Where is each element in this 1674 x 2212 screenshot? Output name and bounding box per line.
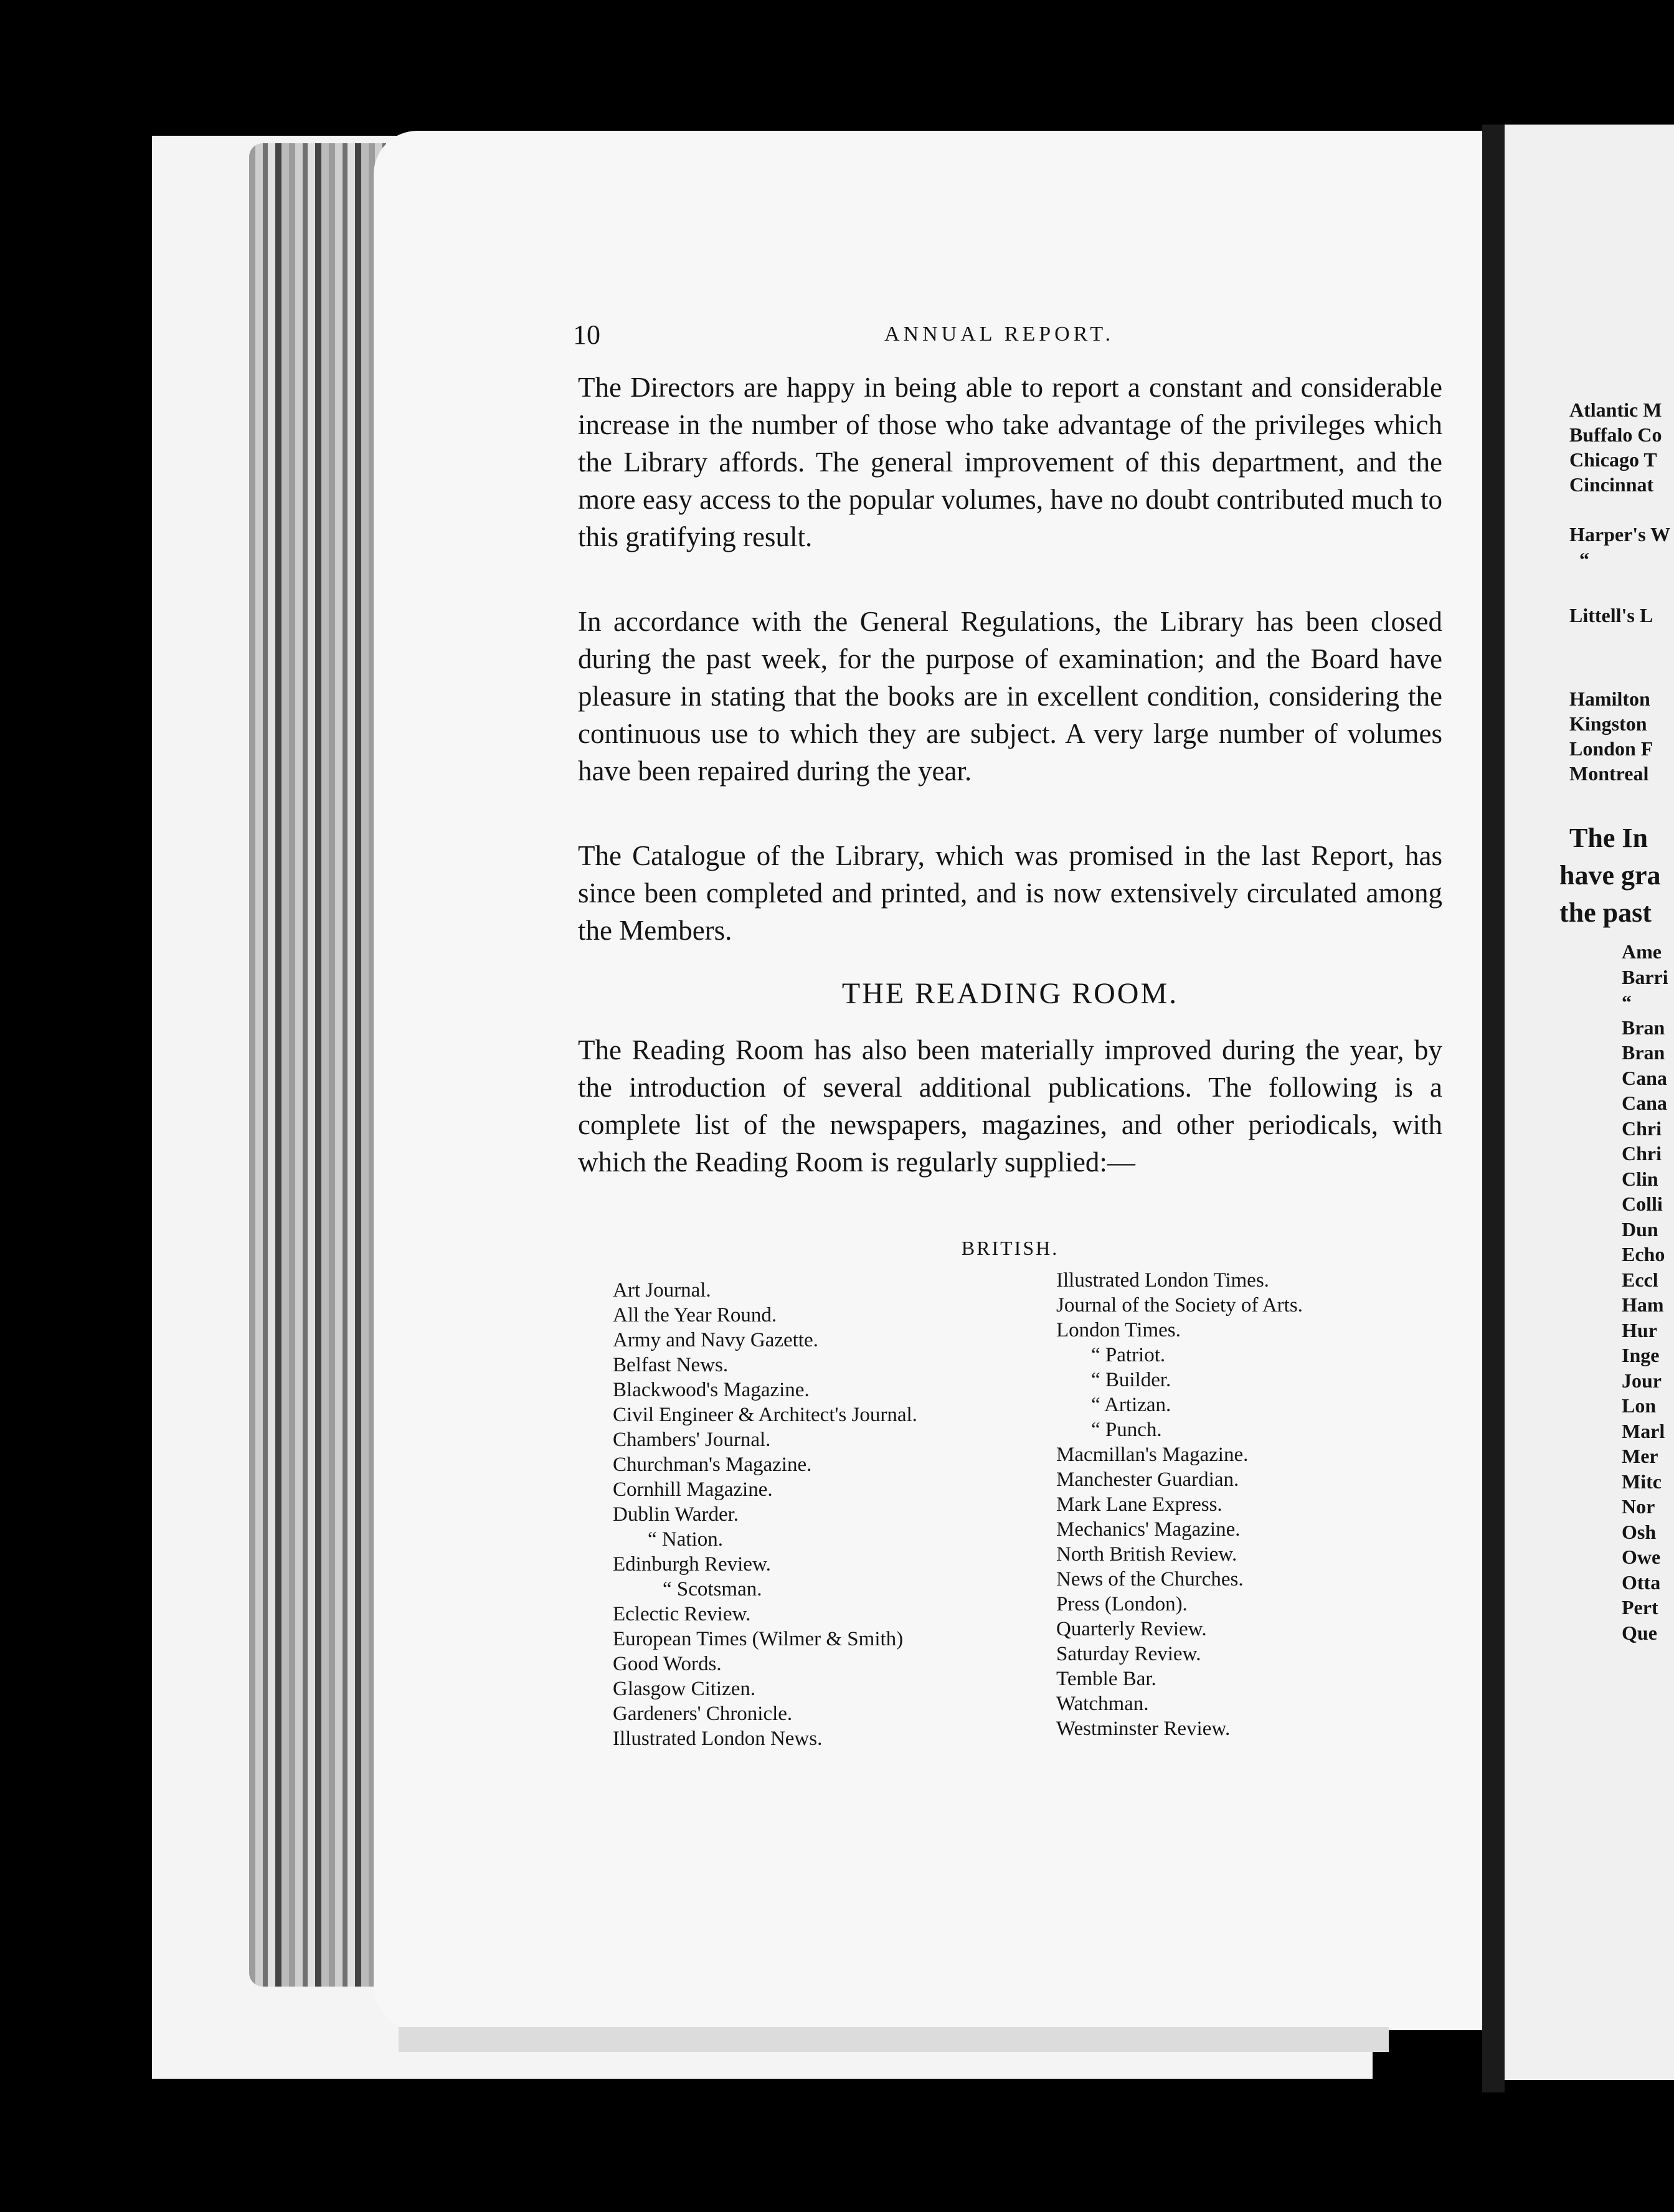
facing-page-fragment: Cana [1622,1066,1667,1089]
list-item: “ Punch. [1091,1419,1162,1441]
list-item: Glasgow Citizen. [613,1678,756,1700]
list-item: Army and Navy Gazette. [613,1329,818,1351]
facing-page-fragment: Chri [1622,1142,1662,1165]
list-item: Edinburgh Review. [613,1553,771,1576]
list-item: “ Builder. [1091,1369,1171,1391]
page-bottom-edge [399,2027,1389,2052]
list-item: Quarterly Review. [1056,1618,1207,1640]
page-header [573,319,1445,356]
facing-page-fragment: Otta [1622,1571,1661,1594]
running-head: ANNUAL REPORT. [884,323,1115,346]
list-item: Illustrated London News. [613,1728,823,1750]
list-item: All the Year Round. [613,1304,777,1326]
facing-page-fragment: Nor [1622,1495,1655,1518]
facing-page-fragment: Inge [1622,1344,1660,1366]
list-item: Dublin Warder. [613,1503,739,1526]
facing-page-fragment: have gra [1559,860,1661,891]
list-item: Illustrated London Times. [1056,1269,1269,1292]
list-item: Civil Engineer & Architect's Journal. [613,1404,917,1426]
list-item: “ Nation. [648,1528,723,1551]
list-item: Belfast News. [613,1354,729,1376]
page-number: 10 [573,319,600,350]
list-item: European Times (Wilmer & Smith) [613,1628,904,1650]
section-title-reading-room: THE READING ROOM. [841,977,1179,1010]
facing-page-fragment: Eccl [1622,1268,1658,1291]
list-item: Eclectic Review. [613,1603,751,1625]
list-item: Churchman's Magazine. [613,1453,812,1476]
list-item: Blackwood's Magazine. [613,1379,810,1401]
facing-page-fragment: Colli [1622,1193,1663,1215]
facing-page-fragment: Jour [1622,1369,1662,1392]
list-item: Mechanics' Magazine. [1056,1518,1241,1541]
periodicals-right-column [1056,1268,1467,1741]
facing-page-fragment: the past [1559,897,1652,928]
facing-page-fragment: “ [1579,548,1589,570]
facing-page-fragment: Atlantic M [1569,399,1662,421]
facing-page-fragment: Buffalo Co [1569,423,1662,446]
list-item: Art Journal. [613,1279,711,1302]
facing-page-fragment: Cana [1622,1092,1667,1114]
list-item: North British Review. [1056,1543,1237,1566]
facing-page-fragment: Que [1622,1621,1657,1644]
book-spine [1482,125,1505,2092]
list-item: “ Artizan. [1091,1394,1171,1416]
facing-page-fragment: Bran [1622,1016,1665,1039]
facing-page-fragment: London F [1569,737,1653,760]
list-item: News of the Churches. [1056,1568,1244,1590]
list-heading-british: BRITISH. [961,1237,1059,1259]
list-item: London Times. [1056,1319,1181,1341]
facing-page-fragment: Ame [1622,940,1662,963]
list-item: Mark Lane Express. [1056,1493,1222,1516]
facing-page-fragment: Marl [1622,1419,1665,1442]
facing-page-fragment: The In [1569,823,1648,853]
facing-page-fragment: Pert [1622,1596,1658,1619]
list-item: Press (London). [1056,1593,1188,1615]
list-item: Westminster Review. [1056,1718,1231,1740]
facing-page-fragment: Echo [1622,1243,1665,1265]
list-item: Chambers' Journal. [613,1429,771,1451]
periodicals-left-column [613,1278,1036,1751]
facing-page-fragment: Dun [1622,1217,1658,1241]
list-item: Watchman. [1056,1693,1149,1715]
facing-page-fragment: Littell's L [1569,604,1653,626]
list-item: “ Patriot. [1091,1344,1166,1366]
list-item: Gardeners' Chronicle. [613,1703,793,1725]
facing-page-fragment: Mer [1622,1445,1658,1467]
list-item: “ Scotsman. [663,1578,762,1600]
facing-page-fragment: Chicago T [1569,448,1657,471]
facing-page-fragment: Chri [1622,1117,1662,1140]
list-item: Saturday Review. [1056,1643,1201,1665]
paragraph-reading-room: The Reading Room has also been materially improved during the year, by the introduction of several additional publications. The following is a complete list of the newspapers, magazines, and other periodicals, with which the Reading Room is regularly supplied:— [578,1034,1442,1178]
facing-page-fragment: Hur [1622,1318,1657,1341]
facing-page-fragment: Hamilton [1569,688,1650,710]
facing-page-fragment: Harper's W [1569,523,1671,546]
list-item: Journal of the Society of Arts. [1056,1294,1303,1316]
facing-page-fragment: Kingston [1569,712,1647,735]
facing-page-fragment: Owe [1622,1546,1661,1568]
list-item: Temble Bar. [1056,1668,1156,1690]
book-page-edges [249,143,386,1987]
facing-page-fragment: “ [1622,991,1632,1013]
facing-page-fragment: Osh [1622,1520,1657,1543]
facing-page-fragment: Cincinnat [1569,473,1654,496]
paragraph-catalogue: The Catalogue of the Library, which was promised in the last Report, has since been completed and printed, and is now extensively circulated among the Members. [578,840,1442,946]
paragraph-library-use: The Directors are happy in being able to report a constant and considerable increase in the number of those who take advantage of the privileges which the Library affords. The general improvement of this department, and the more easy access to the popular volumes, have no doubt contributed much to this gratifying result. [578,372,1442,552]
facing-page-fragment: Montreal [1569,762,1649,785]
facing-page-fragment: Ham [1622,1293,1664,1316]
paragraph-library-closing: In accordance with the General Regulations, the Library has been closed during the past week, for the purpose of examination; and the Board have pleasure in stating that the books are in excellent condition, considering the continuous use to which they are subject. A very large number of volumes have been repaired during the year. [578,606,1442,787]
facing-page-fragment: Bran [1622,1041,1665,1064]
facing-page-fragment: Lon [1622,1394,1657,1417]
facing-page-fragment: Barri [1622,965,1668,988]
list-item: Macmillan's Magazine. [1056,1444,1249,1466]
facing-page-fragment: Mitc [1622,1470,1662,1493]
list-item: Manchester Guardian. [1056,1468,1239,1491]
facing-page-fragment: Clin [1622,1167,1658,1190]
list-item: Cornhill Magazine. [613,1478,773,1501]
facing-page-text [1559,399,1674,2080]
list-item: Good Words. [613,1653,722,1675]
